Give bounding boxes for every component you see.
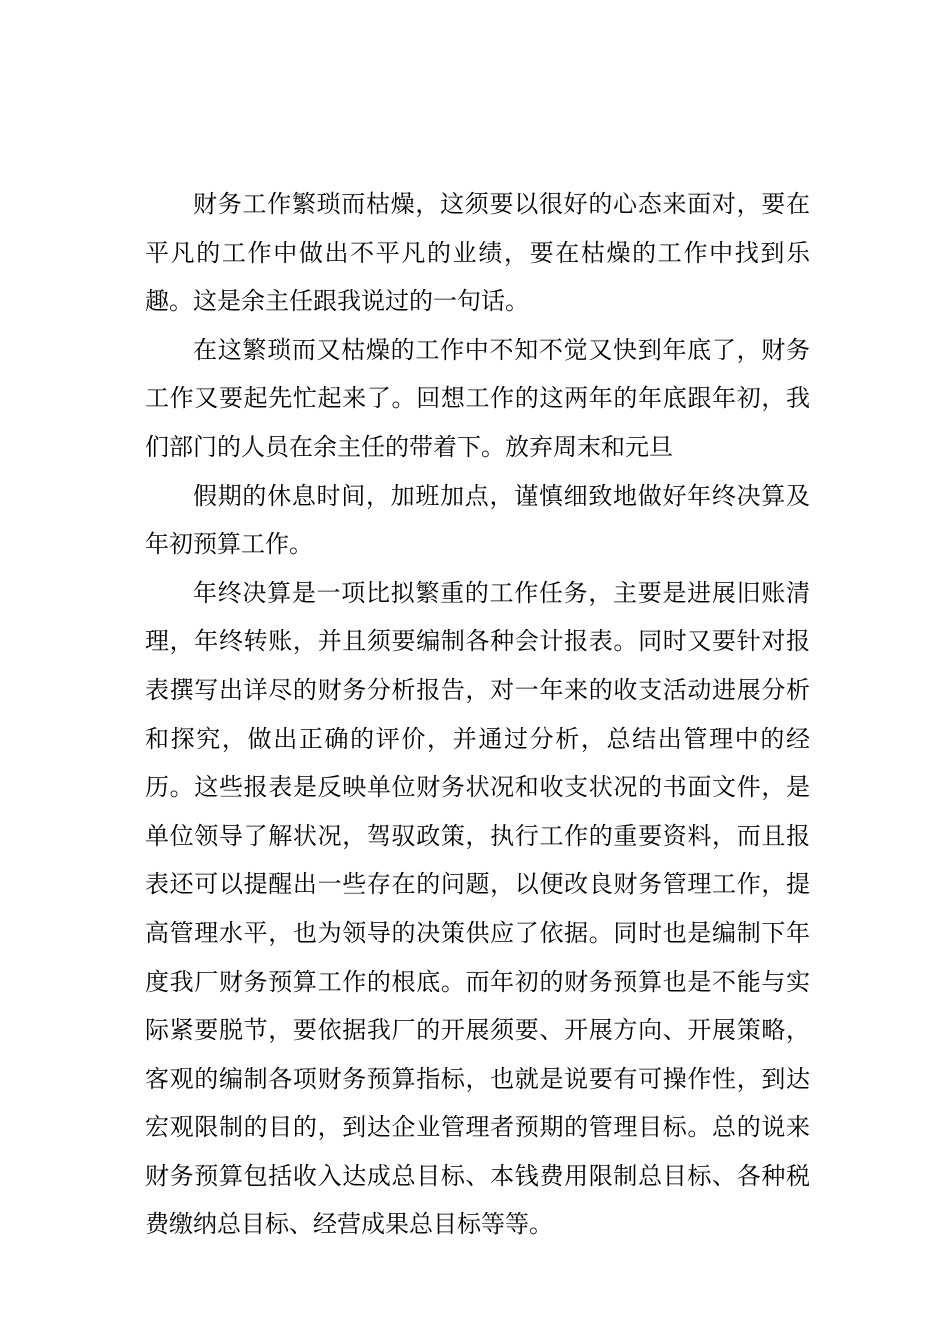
paragraph-3: 假期的休息时间，加班加点，谨慎细致地做好年终决算及年初预算工作。 (145, 481, 810, 559)
paragraph-4: 年终决算是一项比拟繁重的工作任务，主要是进展旧账清理，年终转账，并且须要编制各种会计报表。同时又要针对报表撰写出详尽的财务分析报告，对一年来的收支活动进展分析和探究，做出正确的评价，并通过分析，总结出管理中的经历。这些报表是反映单位财务状况和收支状况的书面文件，是单位领导了解状况，驾驭政策，执行工作的重要资料，而且报表还可以提醒出一些存在的问题，以便改良财务管理工作，提高管理水平，也为领导的决策供应了依据。同时也是编制下年度我厂财务预算工作的根底。而年初的财务预算也是不能与实际紧要脱节，要依据我厂的开展须要、开展方向、开展策略，客观的编制各项财务预算指标，也就是说要有可操作性，到达宏观限制的目的，到达企业管理者预期的管理目标。总的说来财务预算包括收入达成总目标、本钱费用限制总目标、各种税费缴纳总目标、经营成果总目标等等。 (145, 578, 810, 1239)
document-body (145, 180, 810, 1249)
paragraph-1: 财务工作繁琐而枯燥，这须要以很好的心态来面对，要在平凡的工作中做出不平凡的业绩，要在枯燥的工作中找到乐趣。这是余主任跟我说过的一句话。 (145, 190, 810, 316)
paragraph-2: 在这繁琐而又枯燥的工作中不知不觉又快到年底了，财务工作又要起先忙起来了。回想工作的这两年的年底跟年初，我们部门的人员在余主任的带着下。放弃周末和元旦 (145, 335, 810, 461)
